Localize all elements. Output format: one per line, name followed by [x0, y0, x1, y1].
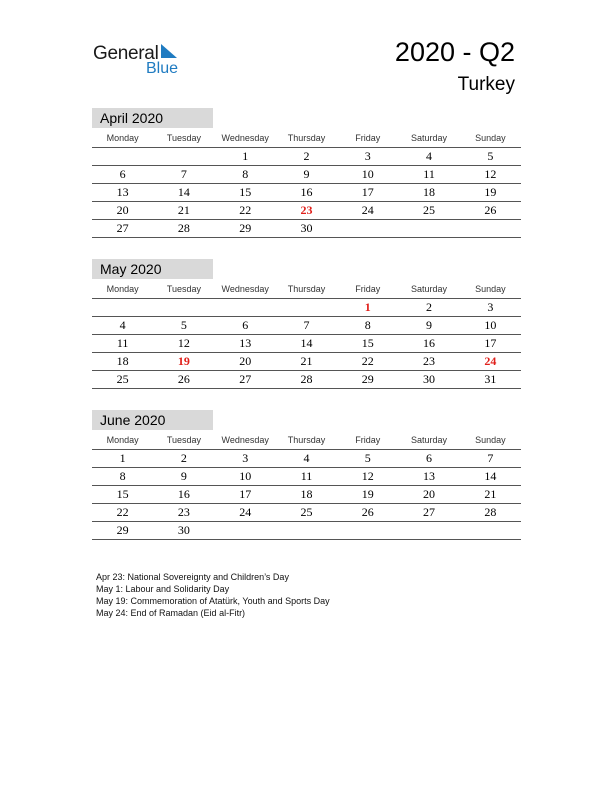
day-cell: 14	[484, 469, 497, 483]
day-cell: 5	[180, 318, 187, 332]
week-row	[92, 166, 521, 184]
week-row	[92, 468, 521, 486]
holiday-note: Apr 23: National Sovereignty and Children’s Day	[96, 572, 289, 582]
day-cell	[215, 299, 276, 316]
week-row	[92, 371, 521, 389]
weekday-header: Sunday	[475, 435, 506, 445]
weekday-header: Sunday	[475, 133, 506, 143]
day-cell: 22	[116, 505, 129, 519]
day-cell: 24	[361, 203, 374, 217]
weekday-header: Friday	[355, 133, 381, 143]
day-cell: 28	[484, 505, 497, 519]
day-cell	[460, 220, 521, 237]
logo-triangle-icon	[161, 44, 177, 58]
day-cell: 10	[361, 167, 374, 181]
day-cell: 9	[180, 469, 187, 483]
day-cell: 26	[361, 505, 374, 519]
week-row	[92, 486, 521, 504]
weekday-header: Tuesday	[166, 133, 202, 143]
day-cell: 25	[423, 203, 436, 217]
day-cell: 17	[239, 487, 252, 501]
day-cell: 26	[177, 372, 190, 386]
day-cell: 29	[239, 221, 252, 235]
day-cell: 29	[361, 372, 374, 386]
day-cell: 14	[177, 185, 190, 199]
day-cell: 2	[426, 300, 433, 314]
day-cell: 8	[364, 318, 371, 332]
day-cell	[92, 299, 153, 316]
day-cell: 10	[239, 469, 252, 483]
weekday-header: Sunday	[475, 284, 506, 294]
day-cell: 2	[180, 451, 187, 465]
day-cell: 11	[423, 167, 435, 181]
holiday-note: May 24: End of Ramadan (Eid al-Fitr)	[96, 608, 246, 618]
weekday-header: Saturday	[411, 435, 448, 445]
day-cell: 16	[423, 336, 436, 350]
weekday-header: Monday	[106, 284, 139, 294]
week-row	[92, 504, 521, 522]
week-row	[92, 450, 521, 468]
day-cell: 25	[300, 505, 313, 519]
holiday-day-cell: 23	[300, 203, 313, 217]
day-cell: 18	[423, 185, 436, 199]
day-cell: 22	[361, 354, 374, 368]
day-cell: 28	[177, 221, 190, 235]
day-cell: 21	[300, 354, 313, 368]
month-label: June 2020	[92, 410, 213, 430]
weekday-header: Monday	[106, 435, 139, 445]
day-cell: 20	[116, 203, 129, 217]
holiday-day-cell: 19	[177, 354, 190, 368]
day-cell: 6	[119, 167, 126, 181]
holiday-day-cell: 24	[484, 354, 497, 368]
logo-general-text: General	[93, 43, 159, 64]
month-label: April 2020	[92, 108, 213, 128]
weekday-header: Thursday	[287, 133, 326, 143]
day-cell	[153, 299, 214, 316]
day-cell: 1	[119, 451, 126, 465]
holiday-note: May 19: Commemoration of Atatürk, Youth and Sports Day	[96, 596, 330, 606]
day-cell: 26	[484, 203, 497, 217]
day-cell: 6	[426, 451, 433, 465]
day-cell: 11	[300, 469, 313, 483]
generalblue-logo	[93, 40, 203, 80]
day-cell	[398, 220, 459, 237]
day-cell: 3	[364, 149, 371, 163]
day-cell: 30	[423, 372, 436, 386]
day-cell: 28	[300, 372, 313, 386]
weekday-header-row	[92, 431, 521, 450]
day-cell: 1	[242, 149, 249, 163]
day-cell: 31	[484, 372, 497, 386]
day-cell: 20	[239, 354, 252, 368]
day-cell: 9	[303, 167, 310, 181]
month-label: May 2020	[92, 259, 213, 279]
day-cell: 8	[242, 167, 249, 181]
day-cell: 4	[426, 149, 433, 163]
weekday-header: Wednesday	[221, 435, 269, 445]
day-cell: 27	[239, 372, 252, 386]
day-cell: 20	[423, 487, 436, 501]
weekday-header: Saturday	[411, 284, 448, 294]
country-name: Turkey	[457, 74, 515, 95]
day-cell: 23	[423, 354, 436, 368]
day-cell	[215, 522, 276, 539]
day-cell	[153, 148, 214, 165]
week-row	[92, 317, 521, 335]
day-cell: 15	[116, 487, 129, 501]
day-cell: 12	[177, 336, 190, 350]
day-cell: 29	[116, 523, 129, 537]
day-cell: 19	[361, 487, 374, 501]
day-cell: 13	[116, 185, 129, 199]
day-cell: 19	[484, 185, 497, 199]
day-cell: 22	[239, 203, 252, 217]
day-cell: 8	[119, 469, 126, 483]
day-cell	[276, 299, 337, 316]
day-cell: 24	[239, 505, 252, 519]
page-title: 2020 - Q2	[394, 37, 515, 67]
day-cell: 5	[487, 149, 494, 163]
day-cell: 13	[239, 336, 252, 350]
day-cell: 27	[423, 505, 436, 519]
weekday-header: Tuesday	[166, 284, 202, 294]
day-cell: 17	[484, 336, 497, 350]
weekday-header: Friday	[355, 435, 381, 445]
day-cell	[398, 522, 459, 539]
day-cell: 7	[180, 167, 187, 181]
day-cell: 21	[177, 203, 190, 217]
weekday-header: Thursday	[287, 284, 326, 294]
week-row	[92, 335, 521, 353]
day-cell: 16	[300, 185, 313, 199]
weekday-header: Saturday	[411, 133, 448, 143]
day-cell: 18	[300, 487, 313, 501]
weekday-header: Wednesday	[221, 133, 269, 143]
day-cell	[337, 220, 398, 237]
day-cell	[276, 522, 337, 539]
day-cell: 23	[177, 505, 190, 519]
day-cell: 15	[239, 185, 252, 199]
day-cell: 10	[484, 318, 497, 332]
weekday-header-row	[92, 280, 521, 299]
day-cell: 17	[361, 185, 374, 199]
weekday-header: Monday	[106, 133, 139, 143]
day-cell: 4	[303, 451, 310, 465]
weekday-header: Wednesday	[221, 284, 269, 294]
week-row	[92, 148, 521, 166]
week-row	[92, 353, 521, 371]
day-cell: 30	[300, 221, 313, 235]
weekday-header: Tuesday	[166, 435, 202, 445]
week-row	[92, 299, 521, 317]
day-cell: 6	[242, 318, 249, 332]
weekday-header-row	[92, 129, 521, 148]
holiday-day-cell: 1	[364, 300, 371, 314]
day-cell: 30	[177, 523, 190, 537]
day-cell: 21	[484, 487, 497, 501]
day-cell: 12	[361, 469, 374, 483]
day-cell: 27	[116, 221, 129, 235]
week-row	[92, 522, 521, 540]
day-cell: 9	[426, 318, 433, 332]
day-cell: 18	[116, 354, 129, 368]
day-cell: 13	[423, 469, 436, 483]
day-cell: 11	[116, 336, 129, 350]
day-cell: 14	[300, 336, 313, 350]
week-row	[92, 220, 521, 238]
day-cell	[92, 148, 153, 165]
week-row	[92, 184, 521, 202]
day-cell: 7	[303, 318, 310, 332]
day-cell: 7	[487, 451, 494, 465]
day-cell: 5	[364, 451, 371, 465]
day-cell: 25	[116, 372, 129, 386]
logo-blue-text: Blue	[146, 60, 179, 77]
day-cell: 16	[177, 487, 190, 501]
holiday-note: May 1: Labour and Solidarity Day	[96, 584, 230, 594]
day-cell: 12	[484, 167, 497, 181]
day-cell: 2	[303, 149, 310, 163]
day-cell: 3	[242, 451, 249, 465]
month-april	[92, 108, 521, 238]
holiday-notes	[96, 571, 330, 619]
day-cell: 15	[361, 336, 374, 350]
week-row	[92, 202, 521, 220]
day-cell	[460, 522, 521, 539]
day-cell: 4	[119, 318, 126, 332]
month-june	[92, 410, 521, 540]
day-cell: 3	[487, 300, 494, 314]
weekday-header: Friday	[355, 284, 381, 294]
day-cell	[337, 522, 398, 539]
weekday-header: Thursday	[287, 435, 326, 445]
month-may	[92, 259, 521, 389]
